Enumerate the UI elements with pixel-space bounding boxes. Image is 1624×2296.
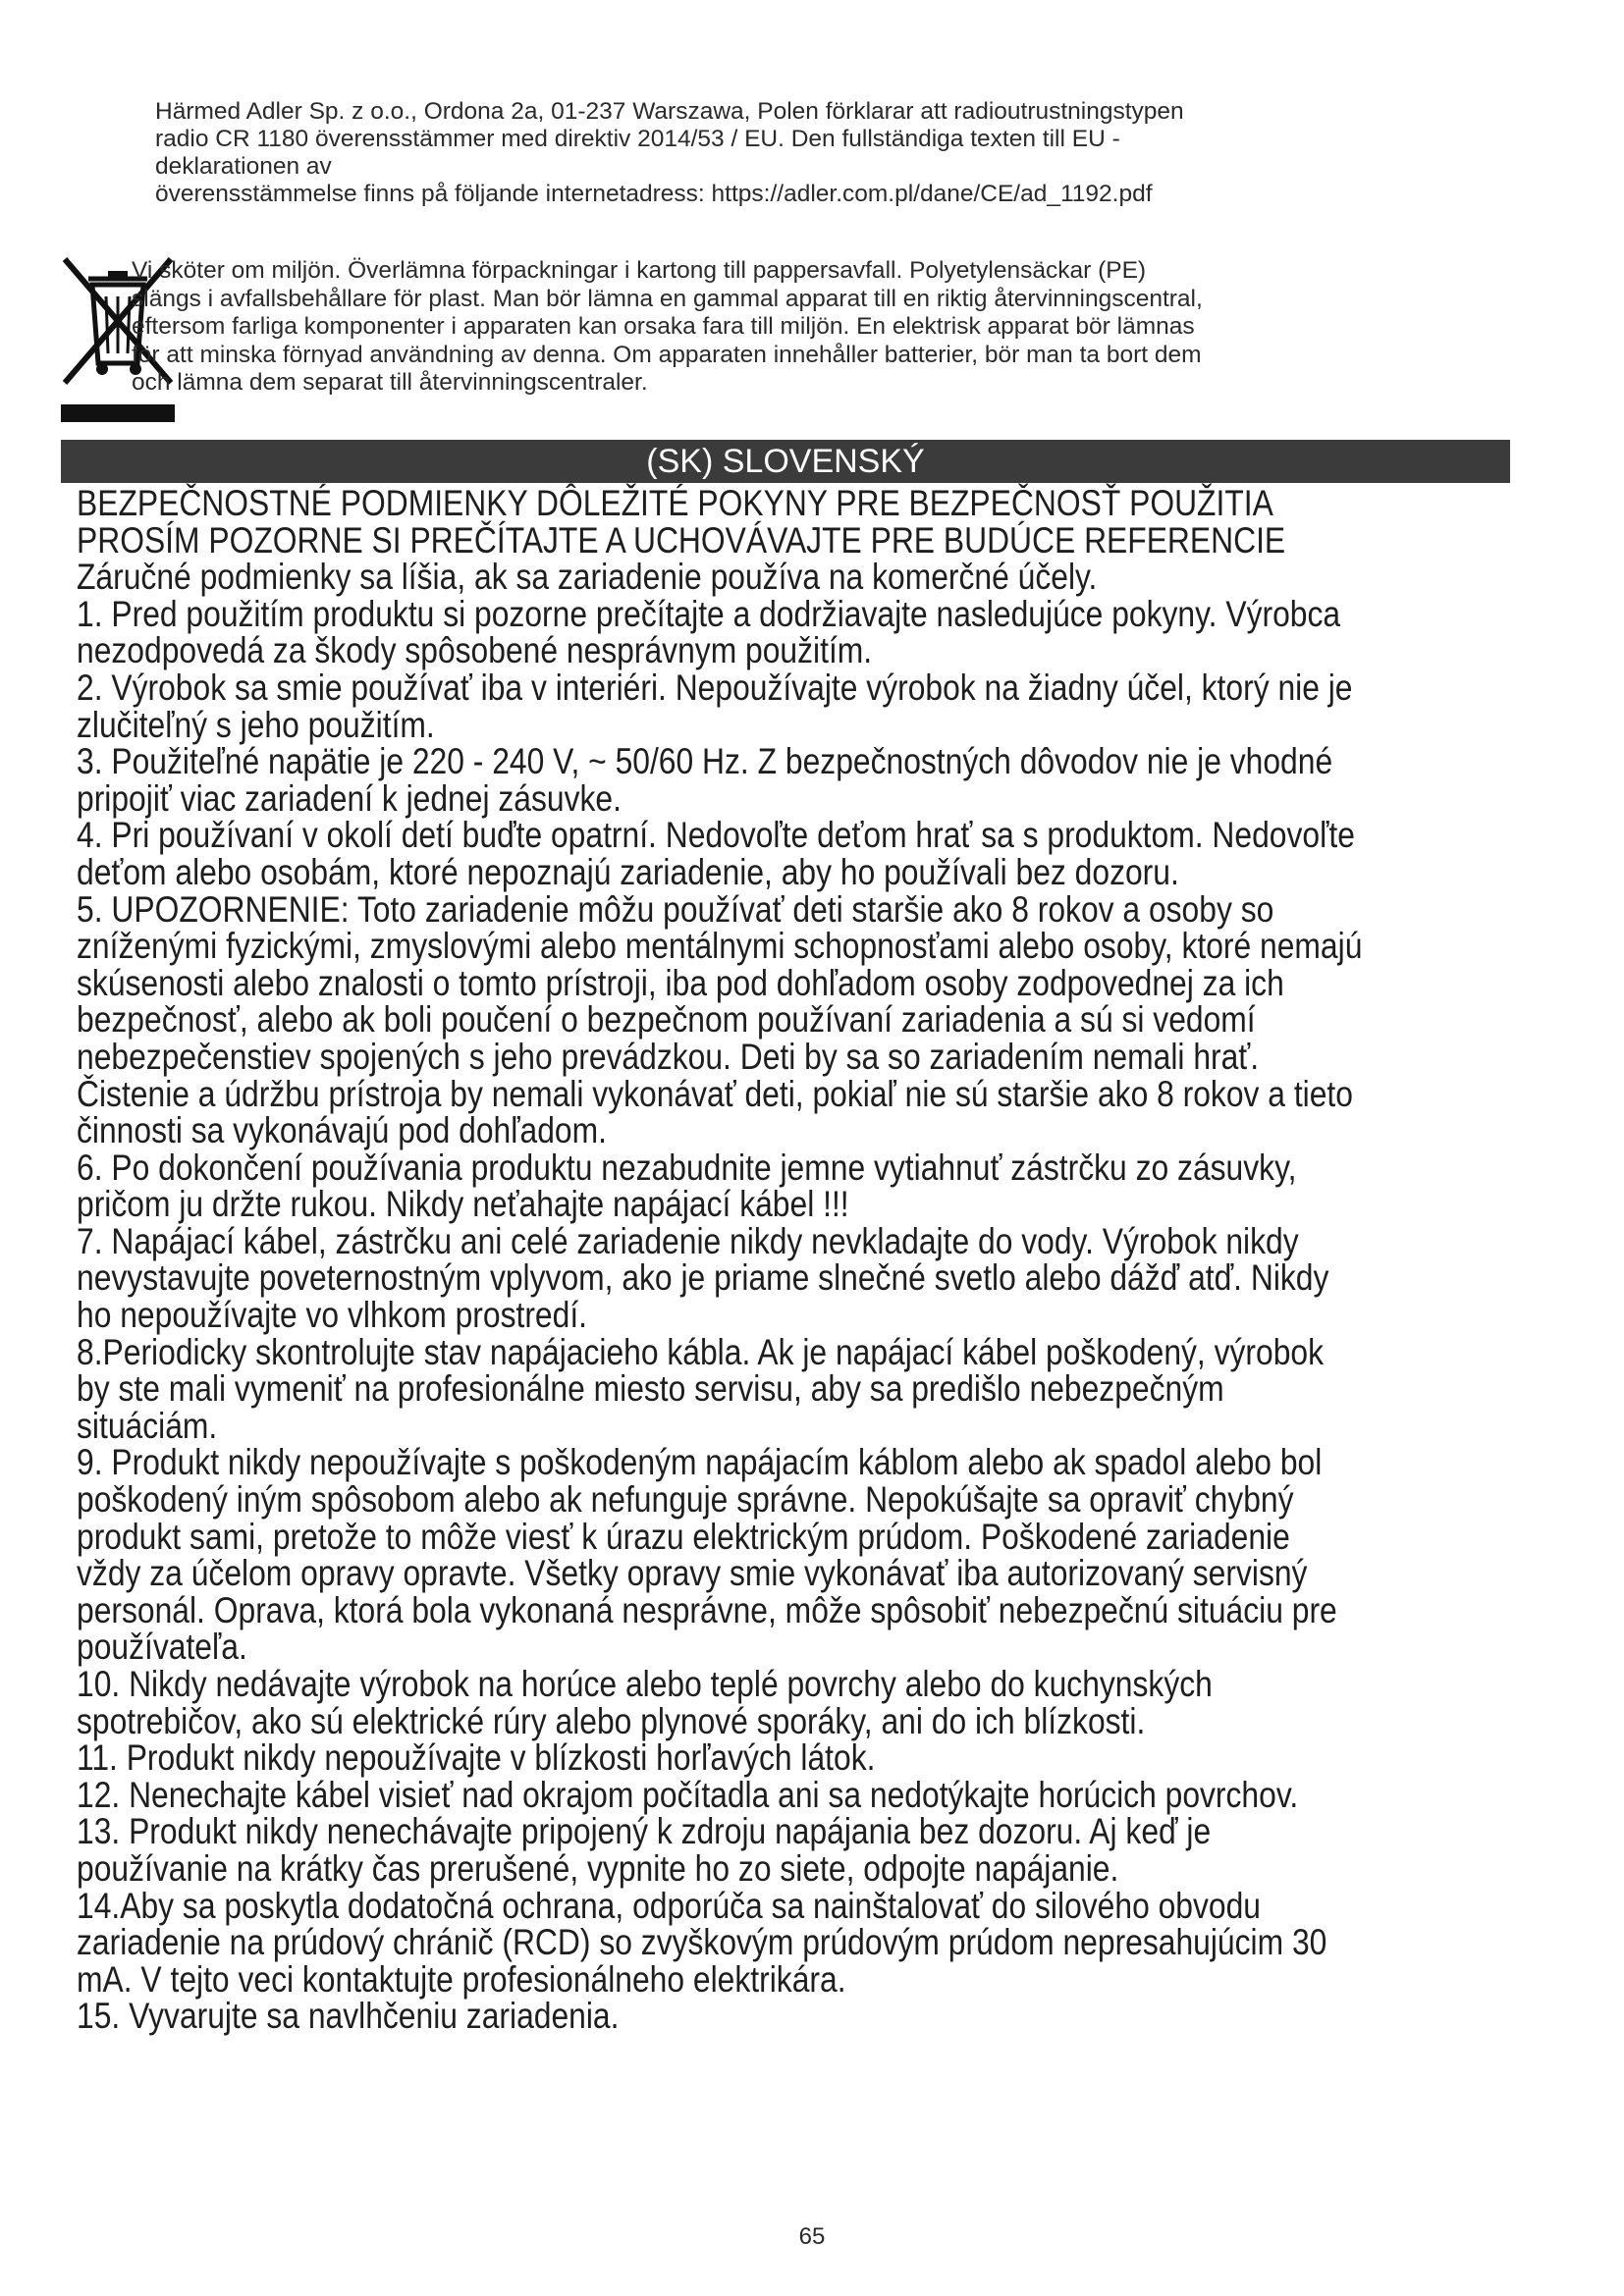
declaration-line: deklarationen av bbox=[155, 153, 332, 180]
safety-line: BEZPEČNOSTNÉ PODMIENKY DÔLEŽITÉ POKYNY PRE BEZPEČNOSŤ POUŽITIA bbox=[77, 483, 1273, 523]
safety-line: 5. UPOZORNENIE: Toto zariadenie môžu používať deti staršie ako 8 rokov a osoby so bbox=[77, 888, 1274, 930]
safety-line: 3. Použiteľné napätie je 220 - 240 V, ~ 50/60 Hz. Z bezpečnostných dôvodov nie je vhodné bbox=[77, 741, 1333, 782]
section-header: (SK) SLOVENSKÝ bbox=[61, 440, 1510, 483]
safety-line: situáciám. bbox=[77, 1405, 218, 1446]
safety-line: 6. Po dokončení používania produktu nezabudnite jemne vytiahnuť zástrčku zo zásuvky, bbox=[77, 1147, 1297, 1188]
environment-line: för att minska förnyad användning av denna. Om apparaten innehåller batterier, bör man ta bort dem bbox=[132, 341, 1202, 368]
safety-line: používateľa. bbox=[77, 1627, 247, 1668]
safety-line: 9. Produkt nikdy nepoužívajte s poškodeným napájacím káblom alebo ak spadol alebo bol bbox=[77, 1442, 1323, 1483]
safety-line: používanie na krátky čas prerušené, vypnite ho zo siete, odpojte napájanie. bbox=[77, 1847, 1119, 1889]
safety-line: 11. Produkt nikdy nepoužívajte v blízkosti horľavých látok. bbox=[77, 1737, 876, 1779]
environment-text bbox=[132, 257, 1516, 398]
declaration-line: Härmed Adler Sp. z o.o., Ordona 2a, 01-237 Warszawa, Polen förklarar att radioutrustningstypen bbox=[155, 98, 1184, 125]
safety-line: 8.Periodicky skontrolujte stav napájacieho kábla. Ak je napájací kábel poškodený, výrobok bbox=[77, 1331, 1325, 1372]
safety-line: Záručné podmienky sa líšia, ak sa zariadenie používa na komerčné účely. bbox=[77, 557, 1098, 598]
environment-line: eftersom farliga komponenter i apparaten kan orsaka fara till miljön. En elektrisk apparat bör lämnas bbox=[132, 313, 1195, 340]
safety-line: personál. Oprava, ktorá bola vykonaná nesprávne, môže spôsobiť nebezpečnú situáciu pre bbox=[77, 1589, 1337, 1630]
environment-line: Vi sköter om miljön. Överlämna förpackningar i kartong till pappersavfall. Polyetylensäckar (PE) bbox=[132, 257, 1147, 284]
safety-line: zlučiteľný s jeho použitím. bbox=[77, 704, 435, 745]
safety-line: pripojiť viac zariadení k jednej zásuvke. bbox=[77, 777, 622, 819]
safety-line: nebezpečenstiev spojených s jeho prevádzkou. Deti by sa so zariadením nemali hrať. bbox=[77, 1036, 1260, 1077]
safety-line: nevystavujte poveternostným vplyvom, ako je priame slnečné svetlo alebo dážď atď. Nikdy bbox=[77, 1257, 1329, 1299]
environment-notice bbox=[61, 257, 1514, 424]
safety-line: spotrebičov, ako sú elektrické rúry alebo plynové sporáky, ani do ich blízkosti. bbox=[77, 1700, 1146, 1741]
safety-line: 4. Pri používaní v okolí detí buďte opatrní. Nedovoľte deťom hrať sa s produktom. Nedovoľte bbox=[77, 815, 1355, 856]
safety-line: 14.Aby sa poskytla dodatočná ochrana, odporúča sa nainštalovať do silového obvodu bbox=[77, 1885, 1262, 1926]
safety-line: PROSÍM POZORNE SI PREČÍTAJTE A UCHOVÁVAJTE PRE BUDÚCE REFERENCIE bbox=[77, 519, 1286, 561]
safety-line: zníženými fyzickými, zmyslovými alebo mentálnymi schopnosťami alebo osoby, ktoré nemajú bbox=[77, 926, 1363, 967]
safety-line: Čistenie a údržbu prístroja by nemali vykonávať deti, pokiaľ nie sú staršie ako 8 rokov a tieto bbox=[77, 1073, 1353, 1114]
safety-line: pričom ju držte rukou. Nikdy neťahajte napájací kábel !!! bbox=[77, 1184, 849, 1225]
safety-line: nezodpovedá za škody spôsobené nesprávnym použitím. bbox=[77, 630, 873, 671]
safety-line: bezpečnosť, alebo ak boli poučení o bezpečnom používaní zariadenia a sú si vedomí bbox=[77, 999, 1256, 1041]
declaration-text bbox=[155, 98, 1471, 208]
safety-line: 12. Nenechajte kábel visieť nad okrajom počítadla ani sa nedotýkajte horúcich povrchov. bbox=[77, 1774, 1299, 1815]
safety-line: skúsenosti alebo znalosti o tomto prístroji, iba pod dohľadom osoby zodpovednej za ich bbox=[77, 962, 1284, 1003]
safety-line: by ste mali vymeniť na profesionálne miesto servisu, aby sa predišlo nebezpečným bbox=[77, 1368, 1224, 1410]
safety-line: deťom alebo osobám, ktoré nepoznajú zariadenie, aby ho používali bez dozoru. bbox=[77, 851, 1179, 892]
environment-line: slängs i avfallsbehållare för plast. Man bör lämna en gammal apparat till en riktig återvinningscentral, bbox=[132, 285, 1203, 312]
safety-line: 13. Produkt nikdy nenechávajte pripojený k zdroju napájania bez dozoru. Aj keď je bbox=[77, 1811, 1212, 1852]
safety-line: 1. Pred použitím produktu si pozorne prečítajte a dodržiavajte nasledujúce pokyny. Výrobca bbox=[77, 593, 1341, 634]
safety-line: produkt sami, pretože to môže viesť k úrazu elektrickým prúdom. Poškodené zariadenie bbox=[77, 1516, 1290, 1557]
safety-line: vždy za účelom opravy opravte. Všetky opravy smie vykonávať iba autorizovaný servisný bbox=[77, 1553, 1308, 1594]
safety-line: ho nepoužívajte vo vlhkom prostredí. bbox=[77, 1295, 588, 1336]
environment-line: och lämna dem separat till återvinningscentraler. bbox=[132, 369, 648, 396]
declaration-line: radio CR 1180 överensstämmer med direktiv 2014/53 / EU. Den fullständiga texten till EU - bbox=[155, 126, 1120, 152]
safety-line: 15. Vyvarujte sa navlhčeniu zariadenia. bbox=[77, 1996, 620, 2037]
safety-line: mA. V tejto veci kontaktujte profesionálneho elektrikára. bbox=[77, 1958, 846, 2000]
safety-line: zariadenie na prúdový chránič (RCD) so zvyškovým prúdovým prúdom nepresahujúcim 30 bbox=[77, 1922, 1327, 1963]
safety-instructions bbox=[77, 485, 1579, 2035]
safety-line: poškodený iným spôsobom alebo ak nefunguje správne. Nepokúšajte sa opraviť chybný bbox=[77, 1479, 1294, 1521]
safety-line: 2. Výrobok sa smie používať iba v interiéri. Nepoužívajte výrobok na žiadny účel, ktorý nie je bbox=[77, 667, 1353, 708]
safety-line: činnosti sa vykonávajú pod dohľadom. bbox=[77, 1110, 607, 1151]
page-number: 65 bbox=[798, 2223, 826, 2250]
safety-line: 7. Napájací kábel, zástrčku ani celé zariadenie nikdy nevkladajte do vody. Výrobok nikdy bbox=[77, 1220, 1299, 1261]
safety-line: 10. Nikdy nedávajte výrobok na horúce alebo teplé povrchy alebo do kuchynských bbox=[77, 1664, 1213, 1704]
declaration-line: överensstämmelse finns på följande internetadress: https://adler.com.pl/dane/CE/ad_1192.pdf bbox=[155, 181, 1153, 207]
